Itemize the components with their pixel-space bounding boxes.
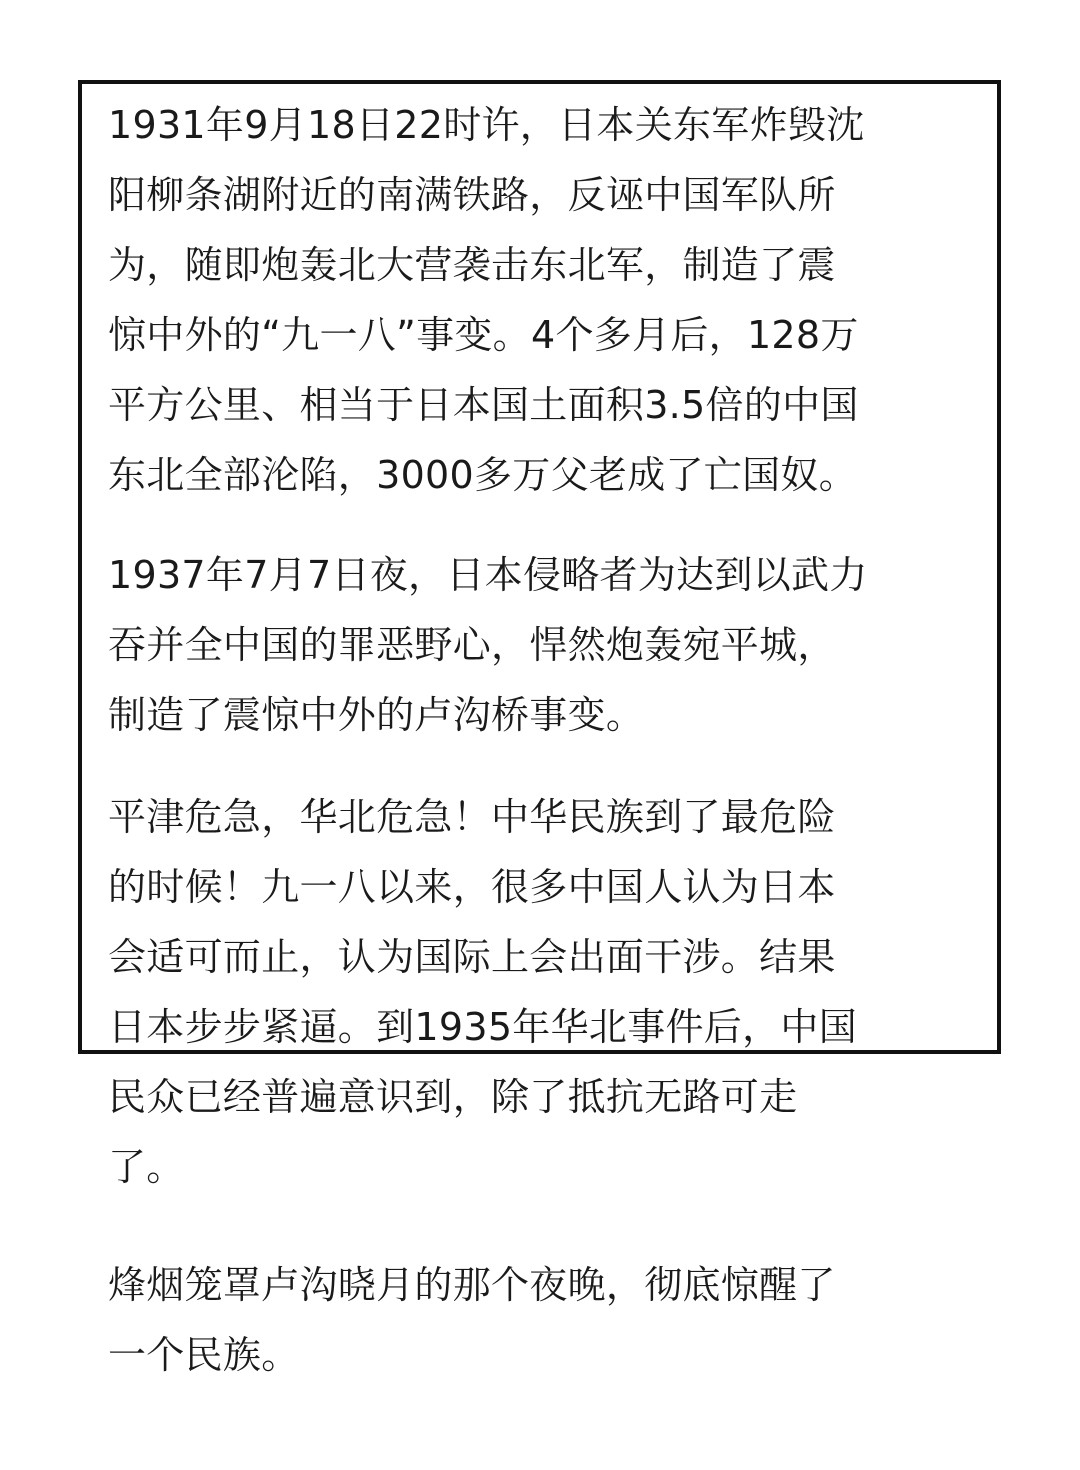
- text-line: 吞并全中国的罪恶野心，悍然炮轰宛平城，: [108, 623, 836, 667]
- text-line: 阳柳条湖附近的南满铁路，反诬中国军队所: [108, 173, 836, 217]
- text-line: 日本步步紧逼。到1935年华北事件后，中国: [108, 1005, 858, 1049]
- text-line: 东北全部沦陷，3000多万父老成了亡国奴。: [108, 453, 858, 497]
- text-line: 一个民族。: [108, 1333, 300, 1377]
- text-line: 会适可而止，认为国际上会出面干涉。结果: [108, 935, 836, 979]
- text-line: 民众已经普遍意识到，除了抵抗无路可走: [108, 1075, 798, 1119]
- paragraph-conclusion: [108, 1250, 968, 1390]
- text-line: 了。: [108, 1145, 185, 1189]
- text-line: 平津危急，华北危急！中华民族到了最危险: [108, 795, 836, 839]
- text-line: 制造了震惊中外的卢沟桥事变。: [108, 693, 645, 737]
- text-line: 惊中外的“九一八”事变。4个多月后，128万: [108, 313, 859, 357]
- text-line: 平方公里、相当于日本国土面积3.5倍的中国: [108, 383, 859, 427]
- text-line: 1931年9月18日22时许，日本关东军炸毁沈: [108, 103, 865, 147]
- text-line: 的时候！九一八以来，很多中国人认为日本: [108, 865, 836, 909]
- paragraph-north-china-crisis: [108, 782, 968, 1202]
- paragraph-mukden-incident: [108, 90, 968, 510]
- text-line: 烽烟笼罩卢沟晓月的那个夜晚，彻底惊醒了: [108, 1263, 836, 1307]
- text-line: 为，随即炮轰北大营袭击东北军，制造了震: [108, 243, 836, 287]
- text-line: 1937年7月7日夜，日本侵略者为达到以武力: [108, 553, 868, 597]
- paragraph-marco-polo-bridge: [108, 540, 968, 750]
